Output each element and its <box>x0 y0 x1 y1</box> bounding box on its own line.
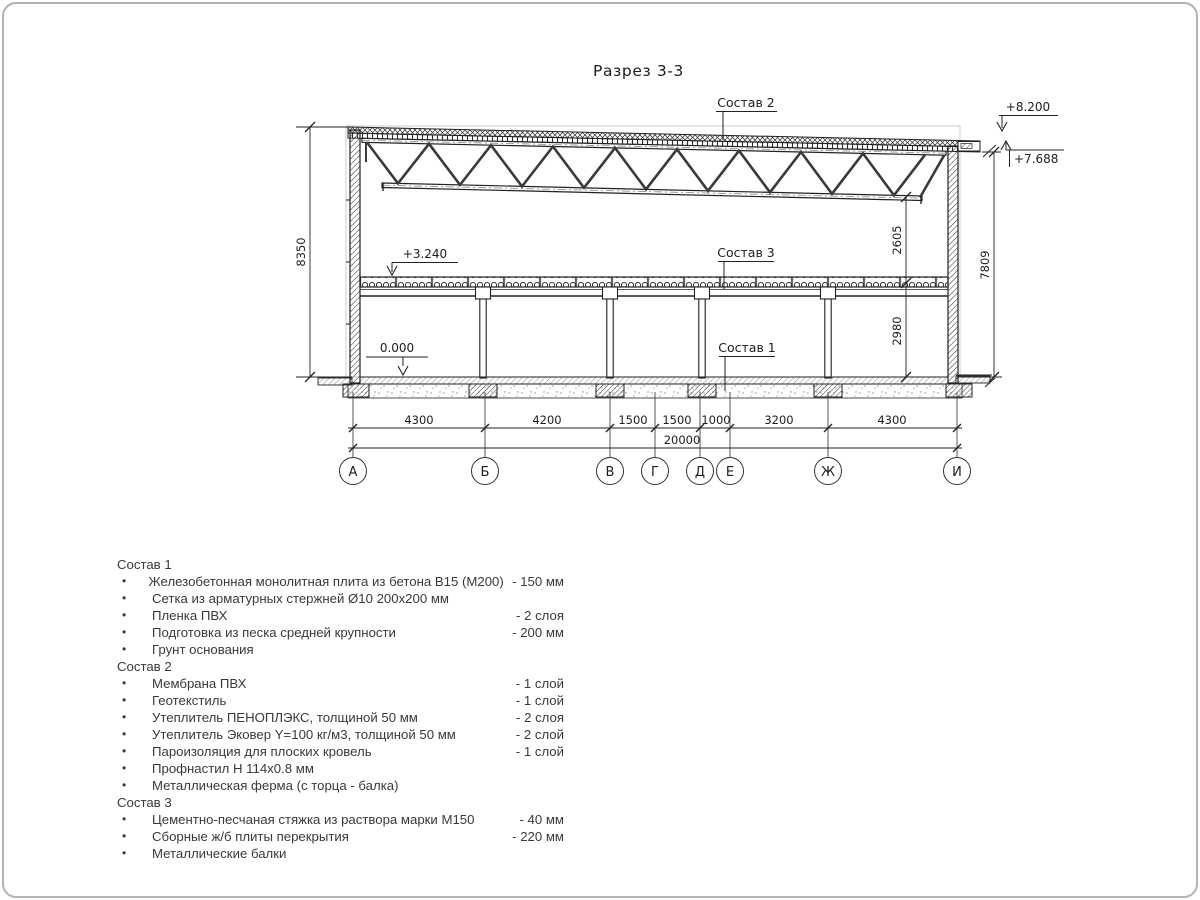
legend-item <box>117 743 564 760</box>
svg-text:20000: 20000 <box>663 433 701 447</box>
legend-item <box>117 607 564 624</box>
legend-item <box>117 692 564 709</box>
legend-item <box>117 811 564 828</box>
sostav2-callout <box>716 95 777 140</box>
axis-extension-lines <box>353 392 957 457</box>
legend-item-value <box>484 777 564 794</box>
svg-text:Ж: Ж <box>820 465 836 480</box>
sostav2-label: Состав 2 <box>717 95 775 110</box>
svg-text:В: В <box>605 465 615 480</box>
legend-item <box>117 641 564 658</box>
dim-right-7809 <box>958 147 1002 382</box>
legend-item-name: Сборные ж/б плиты перекрытия <box>152 829 349 844</box>
composition-legend <box>117 556 564 862</box>
bullet-icon: • <box>122 812 127 826</box>
columns <box>476 287 836 378</box>
legend-section-title: Состав 1 <box>117 557 172 572</box>
drawing-title: Разрез 3-3 <box>593 62 684 80</box>
bullet-icon: • <box>122 574 127 588</box>
legend-item-name: Пароизоляция для плоских кровель <box>152 744 372 759</box>
axis-bubbles <box>340 458 971 485</box>
bullet-icon: • <box>122 846 127 860</box>
legend-item-name: Сетка из арматурных стержней Ø10 200x200 мм <box>152 591 449 606</box>
legend-item-name: Подготовка из песка средней крупности <box>152 625 396 640</box>
legend-item <box>117 590 564 607</box>
svg-text:8350: 8350 <box>294 237 308 267</box>
legend-item-value: - 200 мм <box>512 625 564 640</box>
ground-floor <box>296 375 995 398</box>
legend-item-value: - 1 слой <box>515 676 564 691</box>
svg-text:2980: 2980 <box>890 316 904 346</box>
bullet-icon: • <box>122 778 127 792</box>
legend-item-name: Железобетонная монолитная плита из бетона В15 (М200) <box>148 574 504 589</box>
legend-item <box>117 777 564 794</box>
elevation-roof-top <box>983 100 1058 157</box>
svg-text:А: А <box>348 465 358 480</box>
legend-item-name: Металлические балки <box>152 846 287 861</box>
bullet-icon: • <box>122 608 127 622</box>
legend-section-title: Состав 3 <box>117 795 172 810</box>
svg-text:3200: 3200 <box>764 413 794 427</box>
svg-text:1000: 1000 <box>701 413 731 427</box>
legend-item-name: Грунт основания <box>152 642 254 657</box>
svg-text:4200: 4200 <box>532 413 562 427</box>
dim-left-8350 <box>294 122 350 382</box>
legend-item-value <box>484 641 564 658</box>
legend-item <box>117 760 564 777</box>
svg-text:2605: 2605 <box>890 225 904 255</box>
elevation-ground <box>366 341 428 375</box>
legend-section-title: Состав 2 <box>117 659 172 674</box>
svg-text:7809: 7809 <box>978 250 992 280</box>
svg-text:Е: Е <box>725 465 735 480</box>
bullet-icon: • <box>122 642 127 656</box>
bullet-icon: • <box>122 676 127 690</box>
sostav1-label: Состав 1 <box>718 340 776 355</box>
legend-item-value <box>484 845 564 862</box>
svg-text:Д: Д <box>694 465 706 480</box>
elevation-roof-under <box>1001 141 1064 167</box>
legend-item <box>117 709 564 726</box>
legend-item-value: - 40 мм <box>519 812 564 827</box>
elevation-floor2 <box>387 247 458 275</box>
legend-item-name: Металлическая ферма (с торца - балка) <box>152 778 399 793</box>
legend-item-value <box>484 760 564 777</box>
legend-item-value: - 2 слоя <box>516 710 564 725</box>
svg-text:+3.240: +3.240 <box>402 247 448 261</box>
second-floor-slab <box>360 277 948 296</box>
left-wall <box>346 130 360 383</box>
svg-text:Б: Б <box>480 465 490 480</box>
bullet-icon: • <box>122 761 127 775</box>
bullet-icon: • <box>122 710 127 724</box>
svg-text:Г: Г <box>651 465 659 480</box>
legend-item-value: - 1 слой <box>515 693 564 708</box>
svg-text:4300: 4300 <box>404 413 434 427</box>
bullet-icon: • <box>122 625 127 639</box>
svg-text:+8.200: +8.200 <box>1005 100 1051 114</box>
sostav3-label: Состав 3 <box>717 245 775 260</box>
legend-item <box>117 573 564 590</box>
svg-text:+7.688: +7.688 <box>1014 152 1059 166</box>
legend-item-name: Пленка ПВХ <box>152 608 228 623</box>
bullet-icon: • <box>122 693 127 707</box>
legend-item-value: - 1 слой <box>515 744 564 759</box>
legend-item <box>117 845 564 862</box>
legend-item-name: Цементно-песчаная стяжка из раствора марки М150 <box>152 812 475 827</box>
bullet-icon: • <box>122 727 127 741</box>
legend-item-value <box>484 590 564 607</box>
legend-item-name: Геотекстиль <box>152 693 227 708</box>
legend-item <box>117 726 564 743</box>
legend-item-value: - 2 слоя <box>516 608 564 623</box>
legend-item-value: - 220 мм <box>512 829 564 844</box>
svg-text:0.000: 0.000 <box>379 341 415 355</box>
bullet-icon: • <box>122 829 127 843</box>
bullet-icon: • <box>122 744 127 758</box>
legend-item <box>117 828 564 845</box>
legend-item-name: Утеплитель Эковер Y=100 кг/м3, толщиной 50 мм <box>152 727 456 742</box>
bullet-icon: • <box>122 591 127 605</box>
legend-item-name: Утеплитель ПЕНОПЛЭКС, толщиной 50 мм <box>152 710 418 725</box>
right-wall <box>948 146 958 383</box>
legend-item-name: Мембрана ПВХ <box>152 676 247 691</box>
svg-text:1500: 1500 <box>618 413 648 427</box>
legend-item-value: - 2 слой <box>515 727 564 742</box>
svg-text:4300: 4300 <box>877 413 907 427</box>
svg-text:И: И <box>952 465 962 480</box>
legend-item <box>117 675 564 692</box>
legend-item-value: - 150 мм <box>512 574 564 589</box>
legend-item <box>117 624 564 641</box>
legend-item-name: Профнастил Н 114x0.8 мм <box>152 761 314 776</box>
svg-text:1500: 1500 <box>662 413 692 427</box>
